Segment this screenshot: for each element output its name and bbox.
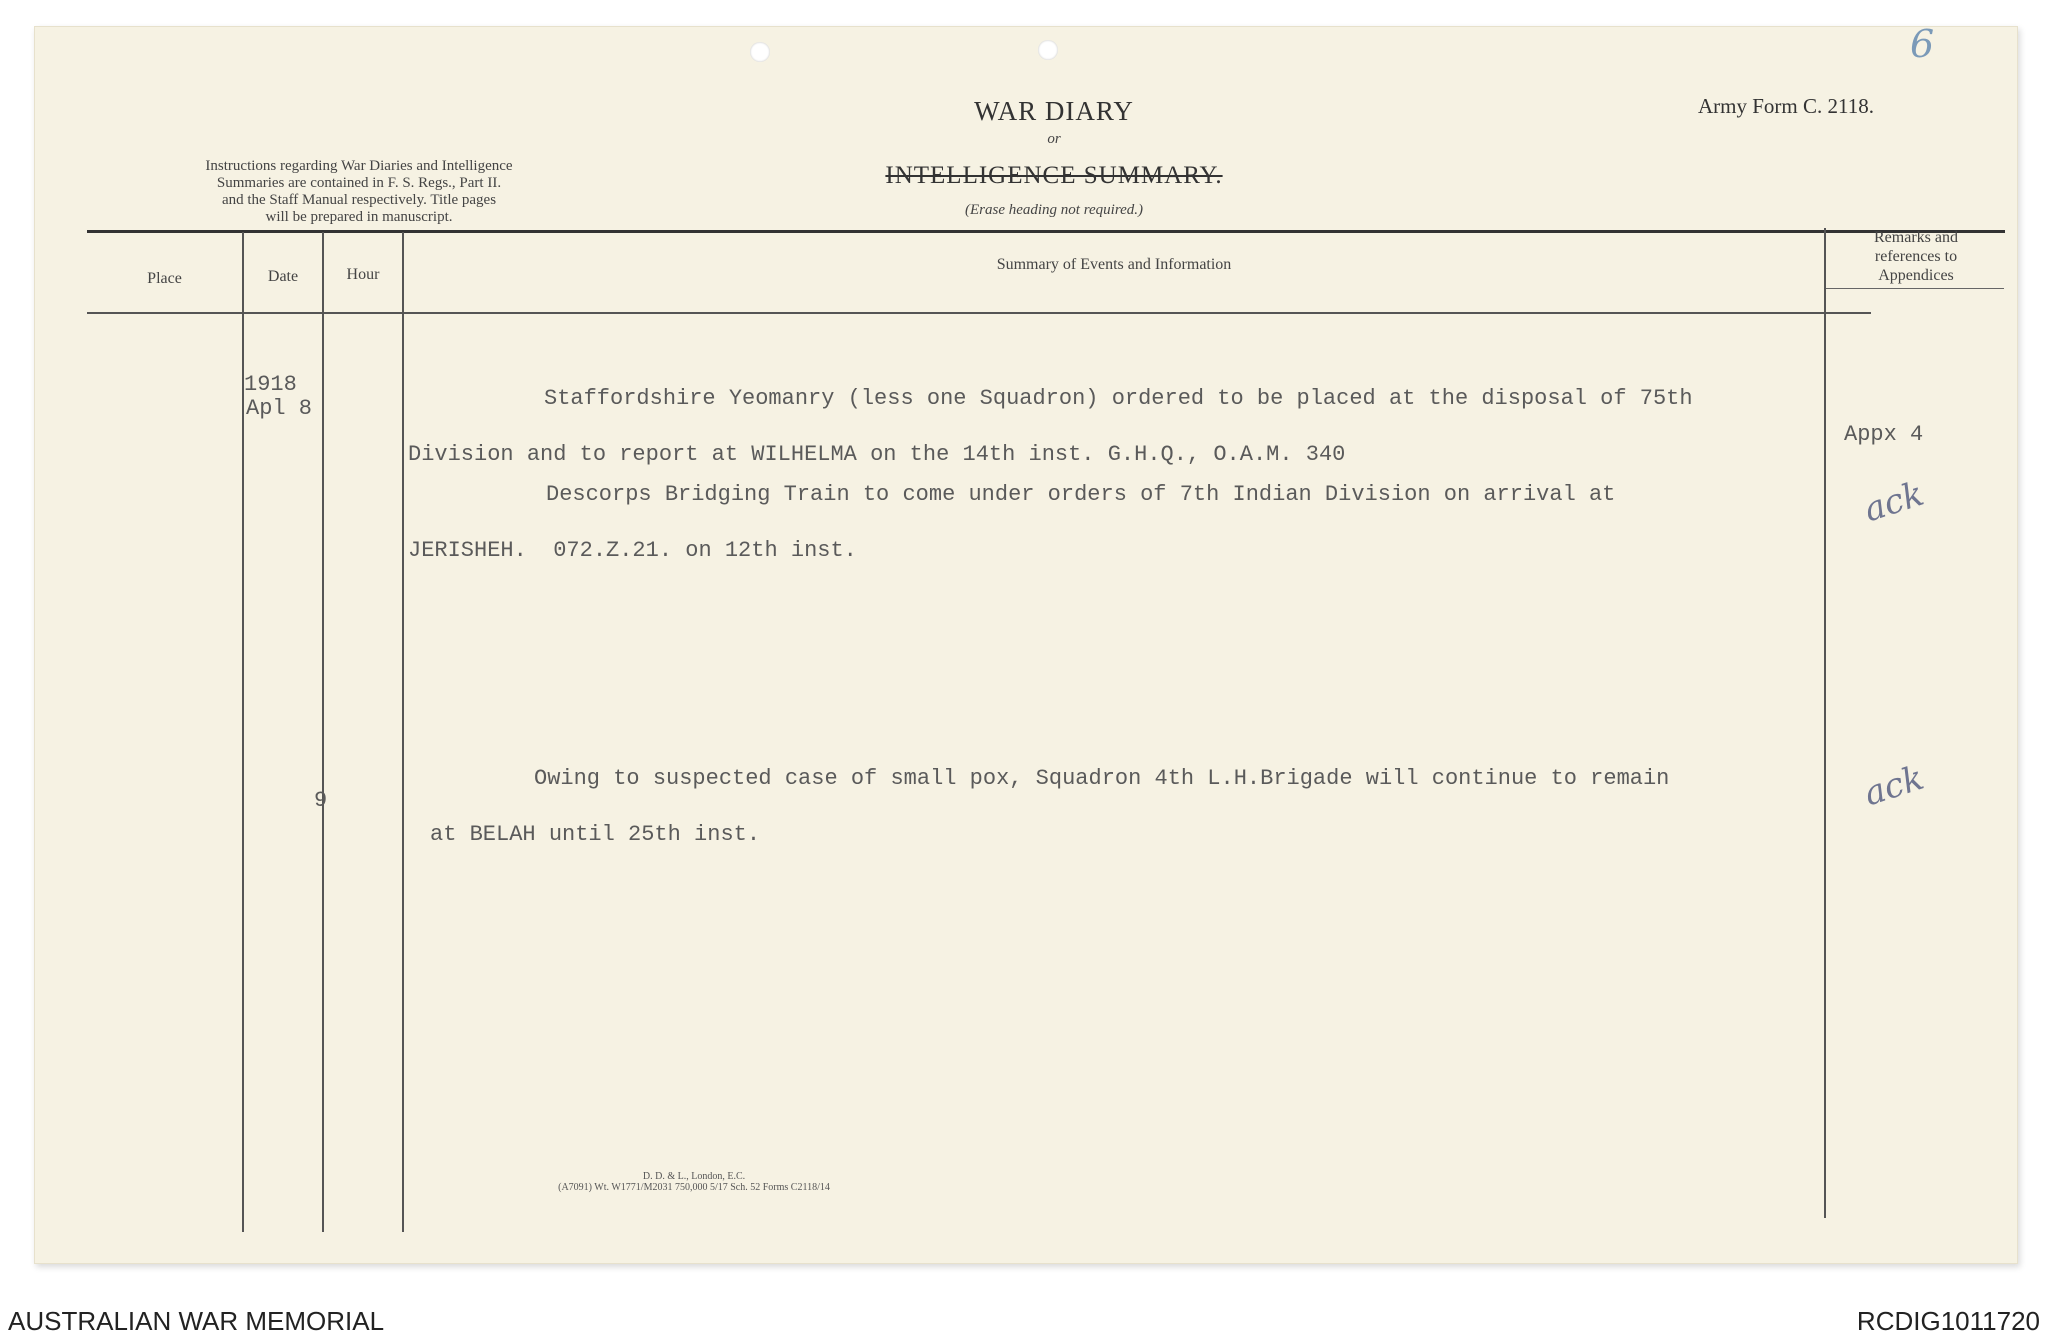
erase-note: (Erase heading not required.) <box>964 202 1144 218</box>
instructions-line: and the Staff Manual respectively. Title pages <box>221 192 497 208</box>
header-remarks-line: Remarks and <box>1874 229 1958 246</box>
instructions-line: will be prepared in manuscript. <box>265 209 453 225</box>
instructions <box>124 158 594 226</box>
header-date: Date <box>267 268 299 285</box>
header-remarks-line: Appendices <box>1878 267 1954 284</box>
entry-1-line: Division and to report at WILHELMA on the 14th inst. G.H.Q., O.A.M. 340 <box>408 442 1346 467</box>
folio-number: 6 <box>1910 22 1935 66</box>
entry-2-initials: ack <box>1859 757 1929 815</box>
entry-1-initials: ack <box>1859 473 1929 531</box>
punch-hole <box>750 42 770 62</box>
header-place: Place <box>147 270 182 287</box>
column-divider-hour-summary <box>402 232 404 1232</box>
punch-hole <box>1038 40 1058 60</box>
form-title: WAR DIARY <box>974 96 1134 126</box>
form-or: or <box>1047 131 1061 147</box>
header-bottom-rule <box>87 312 1871 314</box>
diary-page <box>34 22 2018 1264</box>
header-hour: Hour <box>346 266 380 283</box>
entry-1-line: JERISHEH. 072.Z.21. on 12th inst. <box>408 538 857 563</box>
column-divider-summary-remarks <box>1824 228 1826 1218</box>
entry-2-line: at BELAH until 25th inst. <box>430 822 761 847</box>
printer-line: (A7091) Wt. W1771/M2031 750,000 5/17 Sch. 52 Forms C2118/14 <box>558 1182 830 1193</box>
army-form-number: Army Form C. 2118. <box>1698 94 1874 118</box>
instructions-line: Summaries are contained in F. S. Regs., Part II. <box>216 175 502 191</box>
entry-1-remark: Appx 4 <box>1844 422 1924 447</box>
table-top-rule <box>87 230 2005 233</box>
entry-1-date-year: 1918 <box>244 372 297 397</box>
entry-1-line: Descorps Bridging Train to come under orders of 7th Indian Division on arrival at <box>546 482 1616 507</box>
remarks-header-rule <box>1824 288 2004 289</box>
header-summary: Summary of Events and Information <box>996 256 1232 273</box>
footer-identifier: RCDIG1011720 <box>1856 1306 2040 1336</box>
instructions-line: Instructions regarding War Diaries and Intelligence <box>205 158 513 174</box>
footer-credit: AUSTRALIAN WAR MEMORIAL <box>8 1306 385 1336</box>
form-subtitle: INTELLIGENCE SUMMARY. <box>885 162 1223 189</box>
entry-1-line: Staffordshire Yeomanry (less one Squadron) ordered to be placed at the disposal of 75th <box>544 386 1693 411</box>
entry-1-date-day: Apl 8 <box>246 396 313 421</box>
column-divider-date-hour <box>322 232 324 1232</box>
entry-2-line: Owing to suspected case of small pox, Squadron 4th L.H.Brigade will continue to remain <box>534 766 1670 791</box>
entry-2-date: 9 <box>314 788 328 813</box>
header-remarks-line: references to <box>1874 248 1958 265</box>
header-remarks <box>1826 228 2006 285</box>
printer-line: D. D. & L., London, E.C. <box>642 1171 746 1182</box>
printer-imprint <box>434 1171 954 1193</box>
